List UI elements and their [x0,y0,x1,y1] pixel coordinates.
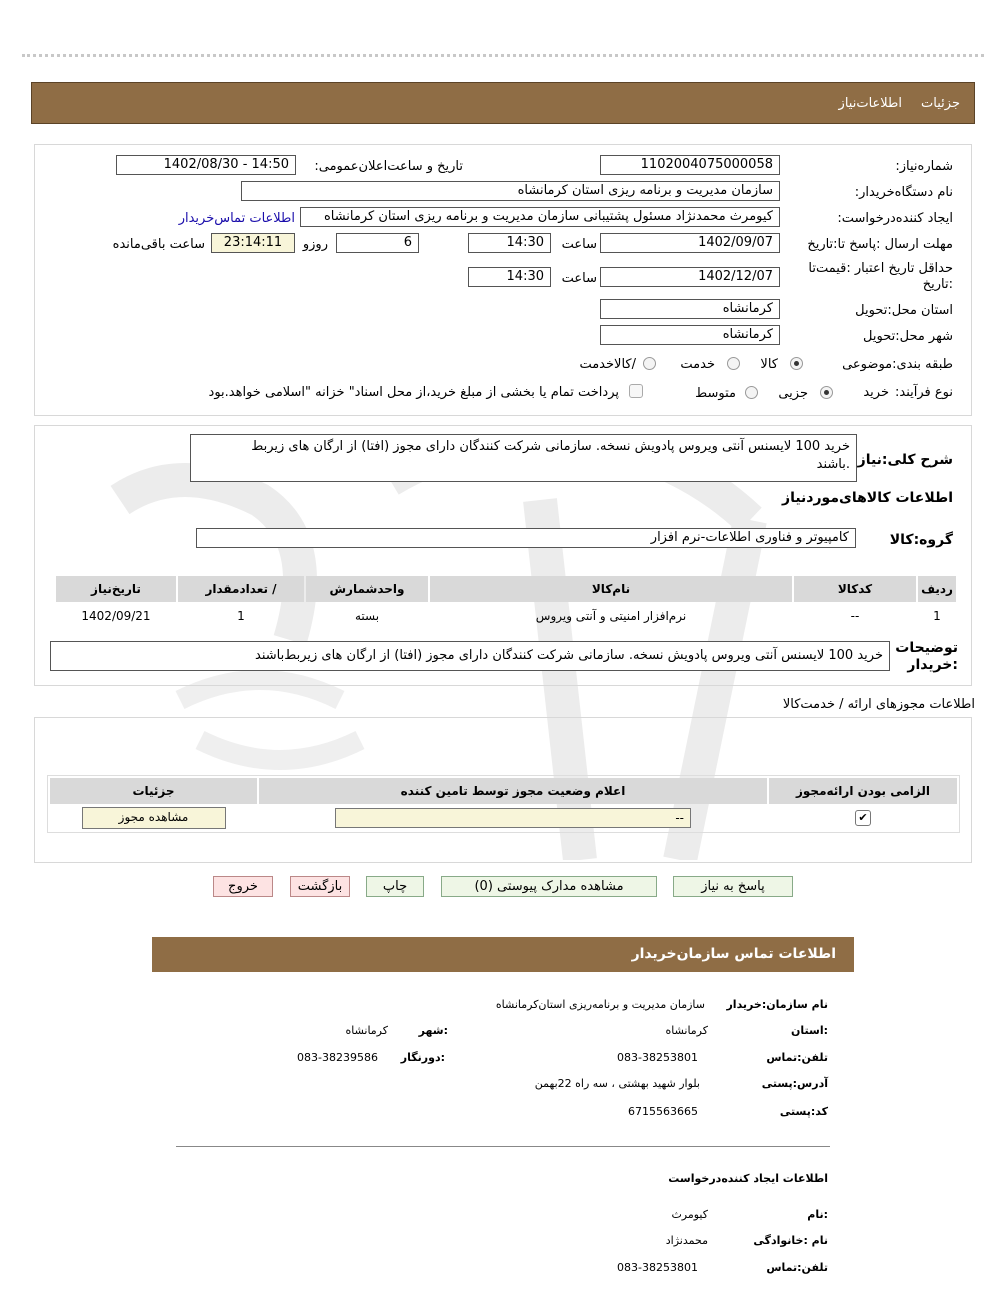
cell-unit: بسته [354,609,380,623]
page-header [31,82,975,124]
buyer-notes-label-2: :خریدار [907,657,958,673]
category-goods-service-label: /کالاخدمت [579,357,636,372]
creator-family-label: نام :خانوادگی [753,1234,828,1247]
deadline-date-field: 1402/09/07 [600,233,780,253]
province-field: کرمانشاه [600,299,780,319]
deadline-label: مهلت ارسال :پاسخ تا:تاریخ [807,237,953,252]
cell-need-date: 1402/09/21 [81,609,151,623]
cell-permit-required [769,806,957,830]
contact-phone-label: تلفن:تماس [766,1051,828,1064]
view-attachments-button[interactable]: مشاهده مدارک پیوستی (0) [441,876,657,897]
city-label: شهر محل:تحویل [863,329,953,344]
announce-field: 1402/08/30 - 14:50 [116,155,296,175]
reply-to-need-button[interactable]: پاسخ به نیاز [673,876,793,897]
cell-code: -- [850,609,860,623]
exit-button[interactable]: خروج [213,876,273,897]
process-medium-label: متوسط [695,386,736,401]
goods-table-header [56,576,956,602]
contact-city-label: :شهر [418,1024,448,1037]
validity-label: حداقل تاریخ اعتبار :قیمت‌تا [808,261,953,276]
creator-field: کیومرث محمدنژاد مسئول پشتیبانی سازمان مدیریت و برنامه ریزی استان کرمانشاه [300,207,780,227]
category-goods-service-radio[interactable] [643,357,656,370]
remaining-label: ساعت باقی‌مانده [112,237,205,252]
contact-city-value: کرمانشاه [345,1024,388,1037]
contact-fax-label: :دورنگار [400,1051,445,1064]
buyer-contact-link[interactable]: اطلاعات تماس‌خریدار [178,211,295,226]
days-field: 6 [336,233,419,253]
col-code: کدکالا [794,576,916,602]
tab-details[interactable]: جزئیات [921,96,960,111]
buyer-contact-header [152,937,854,972]
contact-province-label: :استان [791,1024,828,1037]
validity-time-field: 14:30 [468,267,551,287]
contact-org-value: سازمان مدیریت و برنامه‌ریزی استان‌کرمانشاه [495,998,705,1011]
creator-phone-value: 083-38253801 [617,1261,698,1274]
col-permit-required: الزامی بودن ارائه‌مجوز [769,778,957,804]
cell-permit-status [259,806,767,830]
goods-table [54,574,958,630]
goods-group-label: گروه:کالا [889,532,953,548]
contact-org-label: نام سازمان:خریدار [726,998,828,1011]
contact-fax-value: 083-38239586 [297,1051,378,1064]
top-separator [22,54,984,57]
contact-postal-label: کد:پستی [779,1105,828,1118]
col-permit-status: اعلام وضعیت مجوز توسط تامین کننده [259,778,767,804]
cell-permit-details [50,806,257,830]
announce-label: تاریخ و ساعت‌اعلان‌عمومی: [314,159,463,174]
validity-label-2: :تاریخ [922,277,953,292]
col-permit-details: جزئیات [50,778,257,804]
days-label: روزو [302,237,328,252]
creator-phone-label: تلفن:تماس [766,1261,828,1274]
deadline-time-field: 14:30 [468,233,551,253]
cell-quantity: 1 [237,609,245,623]
permits-table-header [50,778,957,804]
creator-info-title: اطلاعات ایجاد کننده‌درخواست [668,1172,828,1185]
category-goods-label: کالا [760,357,778,372]
contact-phone-value: 083-38253801 [617,1051,698,1064]
city-field: کرمانشاه [600,325,780,345]
summary-line-2: .باشند [816,457,850,472]
buyer-notes-label: توضیحات [895,640,958,656]
category-service-radio[interactable] [727,357,740,370]
summary-field [190,434,857,482]
tab-need-info[interactable]: اطلاعات‌نیاز [838,96,902,111]
process-minor-radio[interactable] [820,386,833,399]
remaining-time-field: 23:14:11 [211,233,295,253]
deadline-time-label: ساعت [561,237,597,252]
contact-postal-value: 6715563665 [628,1105,698,1118]
category-goods-radio[interactable] [790,357,803,370]
process-medium-radio[interactable] [745,386,758,399]
need-number-label: شماره‌نیاز: [895,159,953,174]
permit-status-field[interactable]: -- [335,808,691,828]
permits-title: اطلاعات مجوزهای ارائه / خدمت‌کالا [782,697,975,712]
validity-date-field: 1402/12/07 [600,267,780,287]
col-unit: واحدشمارش [306,576,428,602]
cell-row: 1 [933,609,941,623]
category-label: طبقه بندی:موضوعی [842,357,953,372]
buyer-org-field: سازمان مدیریت و برنامه ریزی استان کرمانشاه [241,181,780,201]
buyer-contact-title: اطلاعات تماس سازمان‌خریدار [631,946,836,962]
creator-label: ایجاد کننده‌درخواست: [837,211,953,226]
contact-province-value: کرمانشاه [665,1024,708,1037]
back-button[interactable]: بازگشت [290,876,350,897]
view-permit-button[interactable]: مشاهده مجوز [82,807,226,829]
contact-address-value: بلوار شهید بهشتی ، سه راه 22بهمن [534,1077,700,1090]
summary-line-1: خرید 100 لایسنس آنتی ویروس پادویش نسخه. سازمانی شرکت کنندگان دارای مجوز (افتا) از ارگان های زیربط [251,439,850,454]
col-row: ردیف [918,576,956,602]
col-need-date: تاریخ‌نیاز [56,576,176,602]
treasury-payment-checkbox[interactable] [629,384,643,398]
table-row [56,604,956,628]
contact-address-label: آدرس:پستی [761,1077,828,1090]
col-quantity: / تعدادمقدار [178,576,304,602]
category-service-label: خدمت [680,357,715,372]
table-row [50,806,957,830]
col-name: نام‌کالا [430,576,792,602]
need-number-field: 1102004075000058 [600,155,780,175]
permit-required-checkbox[interactable]: ✔ [855,810,871,826]
goods-group-field: کامپیوتر و فناوری اطلاعات-نرم افزار [196,528,856,548]
permits-table [47,775,960,833]
process-minor-label: جزیی [778,386,808,401]
creator-name-value: کیومرث [671,1208,708,1221]
print-button[interactable]: چاپ [366,876,424,897]
buyer-notes-field: خرید 100 لایسنس آنتی ویروس پادویش نسخه. سازمانی شرکت کنندگان دارای مجوز (افتا) از ارگان های زیربط‌باشند [50,641,890,671]
treasury-payment-text: پرداخت تمام یا بخشی از مبلغ خرید،از محل اسناد" خزانه "اسلامی خواهد.بود [208,385,619,400]
province-label: استان محل:تحویل [855,303,953,318]
contact-divider [176,1146,830,1147]
process-purchase-label: خرید [863,385,889,400]
creator-family-value: محمدنژاد [665,1234,708,1247]
validity-time-label: ساعت [561,271,597,286]
goods-info-heading: اطلاعات کالاهای‌موردنیاز [782,490,953,506]
process-label: نوع فرآیند: [895,385,953,400]
cell-name: نرم‌افزار امنیتی و آنتی ویروس [535,609,687,623]
summary-label: شرح کلی:نیاز [857,452,953,468]
creator-name-label: :نام [807,1208,828,1221]
buyer-org-label: نام دستگاه‌خریدار: [854,185,953,200]
